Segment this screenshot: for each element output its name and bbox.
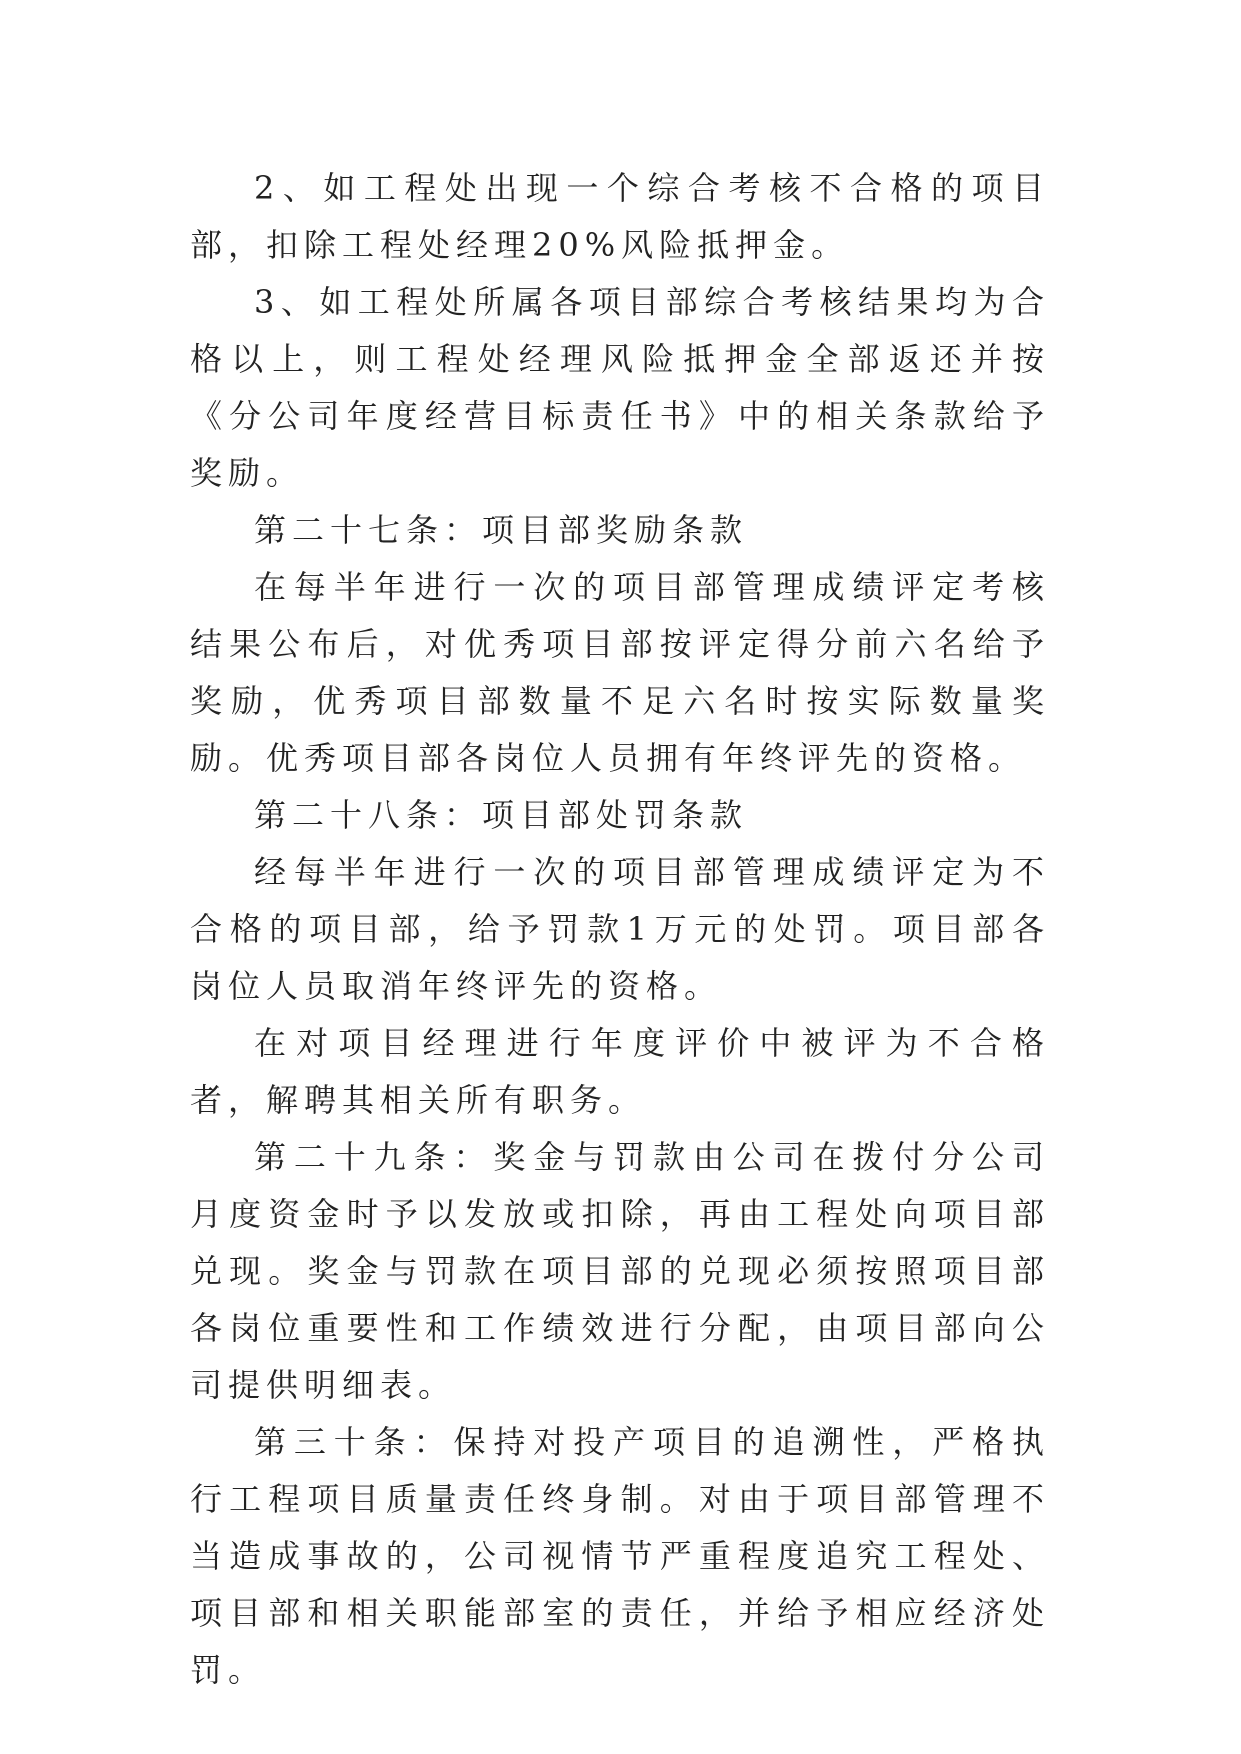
paragraph-reward-terms: 在每半年进行一次的项目部管理成绩评定考核结果公布后，对优秀项目部按评定得分前六名给予奖励，优秀项目部数量不足六名时按实际数量奖励。优秀项目部各岗位人员拥有年终评先的资格。 xyxy=(190,568,1050,777)
article-30-paragraph: 第三十条：保持对投产项目的追溯性，严格执行工程项目质量责任终身制。对由于项目部管理不当造成事故的，公司视情节严重程度追究工程处、项目部和相关职能部室的责任，并给予相应经济处罚。 xyxy=(190,1423,1050,1689)
paragraph-manager-evaluation: 在对项目经理进行年度评价中被评为不合格者，解聘其相关所有职务。 xyxy=(190,1024,1050,1119)
article-27-heading: 第二十七条：项目部奖励条款 xyxy=(254,511,749,549)
paragraph-penalty-terms: 经每半年进行一次的项目部管理成绩评定为不合格的项目部，给予罚款1万元的处罚。项目部各岗位人员取消年终评先的资格。 xyxy=(190,853,1050,1005)
article-28-heading: 第二十八条：项目部处罚条款 xyxy=(254,796,749,834)
article-29-paragraph: 第二十九条：奖金与罚款由公司在拨付分公司月度资金时予以发放或扣除，再由工程处向项目部兑现。奖金与罚款在项目部的兑现必须按照项目部各岗位重要性和工作绩效进行分配，由项目部向公司提供明细表。 xyxy=(190,1138,1050,1404)
paragraph-clause-2: 2、如工程处出现一个综合考核不合格的项目部，扣除工程处经理20%风险抵押金。 xyxy=(190,169,1050,264)
document-body xyxy=(190,160,1050,1699)
paragraph-clause-3: 3、如工程处所属各项目部综合考核结果均为合格以上，则工程处经理风险抵押金全部返还并按《分公司年度经营目标责任书》中的相关条款给予奖励。 xyxy=(190,283,1050,492)
